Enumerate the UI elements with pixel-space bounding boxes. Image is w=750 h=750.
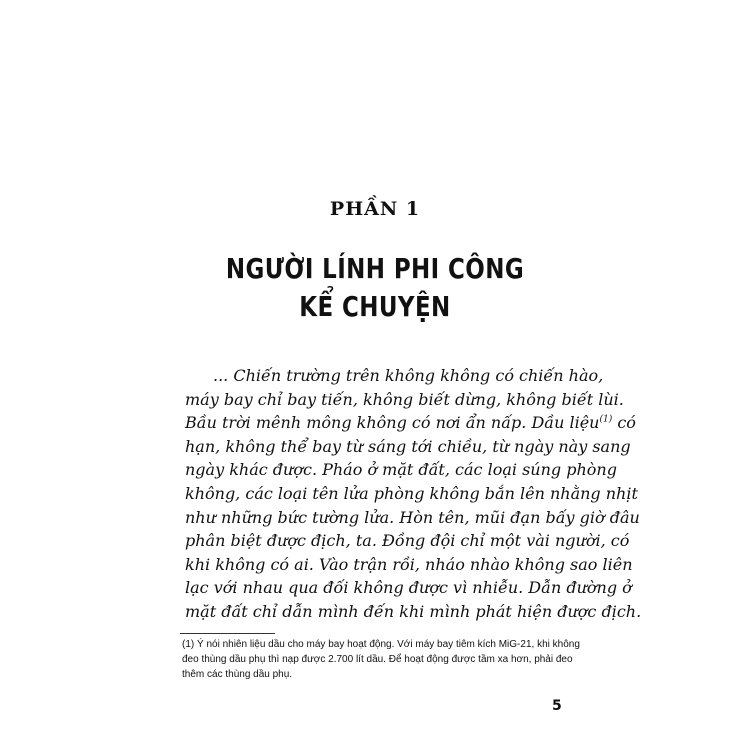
footnote-line: (1) Ý nói nhiên liệu dầu cho máy bay hoạt động. Với máy bay tiêm kích MiG-21, khi không xyxy=(182,639,580,650)
body-line: như những bức tường lửa. Hòn tên, mũi đạn bấy giờ đâu xyxy=(185,507,640,527)
footnote xyxy=(182,637,580,682)
footnote-divider xyxy=(180,633,275,634)
body-line: không, các loại tên lửa phòng không bắn lên nhằng nhịt xyxy=(185,483,638,503)
footnote-line: thêm các thùng dầu phụ. xyxy=(182,669,293,680)
body-line: máy bay chỉ bay tiến, không biết dừng, không biết lùi. xyxy=(185,389,624,409)
page-number: 5 xyxy=(552,698,562,714)
footnote-line: đeo thùng dầu phụ thì nạp được 2.700 lít dầu. Để hoạt động được tầm xa hơn, phải đeo xyxy=(182,654,573,665)
body-paragraph xyxy=(185,364,642,624)
body-line: phân biệt được địch, ta. Đồng đội chỉ một vài người, có xyxy=(185,531,630,551)
body-line-with-footnote xyxy=(185,411,636,435)
body-line: khi không có ai. Vào trận rồi, nháo nhào không sao liên xyxy=(185,554,633,574)
body-line-text: có xyxy=(612,413,636,433)
body-line: ... Chiến trường trên không không có chiến hào, xyxy=(213,366,604,385)
body-line: hạn, không thể bay từ sáng tới chiều, từ ngày này sang xyxy=(185,436,631,456)
body-line-text: Bầu trời mênh mông không có nơi ẩn nấp. Dầu liệu xyxy=(185,413,600,433)
body-line: lạc với nhau qua đối không được vì nhiễu. Dẫn đường ở xyxy=(185,578,632,598)
chapter-title xyxy=(68,250,683,326)
chapter-title-line-1: NGƯỜI LÍNH PHI CÔNG xyxy=(225,252,525,285)
part-heading: PHẦN 1 xyxy=(329,198,421,220)
body-line: mặt đất chỉ dẫn mình đến khi mình phát hiện được địch. xyxy=(185,601,642,621)
chapter-title-line-2: KỂ CHUYỆN xyxy=(299,290,451,323)
body-line: ngày khác được. Pháo ở mặt đất, các loại súng phòng xyxy=(185,460,617,480)
footnote-reference: (1) xyxy=(599,414,613,425)
